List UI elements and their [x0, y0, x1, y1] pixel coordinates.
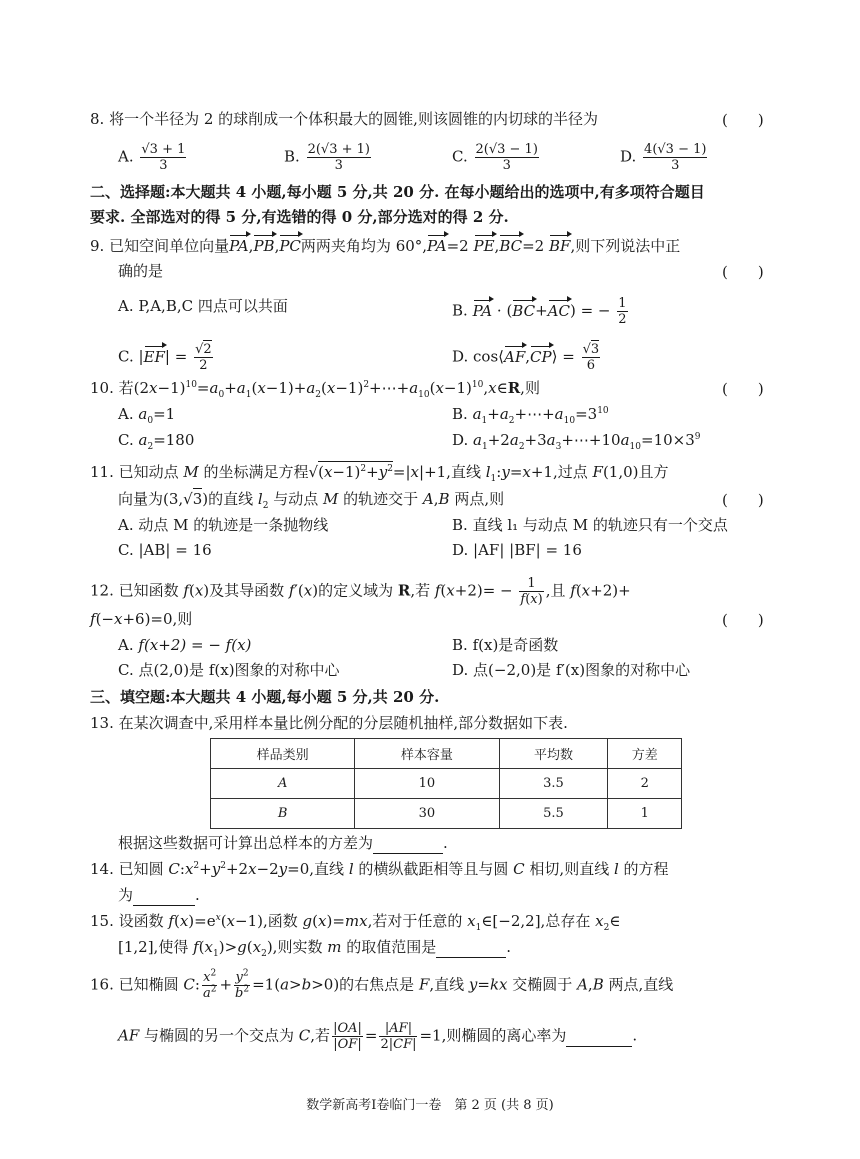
q10-option-a: A. $a_0=1$ — [118, 405, 176, 426]
q11-stem: 11. 已知动点 M 的坐标满足方程$√(x-1)^2+y^2=|x|+1$,直线 $l_1:y=x+1$,过点 F(1,0)且方 — [90, 463, 669, 484]
table-header-cell: 方差 — [608, 739, 682, 769]
section-3-heading: 三、填空题:本大题共 4 小题,每小题 5 分,共 20 分. — [90, 688, 440, 706]
table-cell: B — [211, 799, 355, 829]
stratified-sample-table — [210, 738, 682, 829]
q12-option-b: B. f(x)是奇函数 — [452, 636, 559, 654]
q11-stem-cont: 向量为(3,√3)的直线 $l_2$ 与动点 M 的轨迹交于 A,B 两点,则 — [118, 490, 505, 511]
q14-answer-blank[interactable] — [133, 885, 195, 906]
table-cell: A — [211, 769, 355, 799]
table-cell: 5.5 — [499, 799, 608, 829]
q15-answer-blank[interactable] — [436, 937, 506, 958]
q12-paren: ( ) — [722, 611, 764, 629]
q9-stem-cont: 确的是 — [118, 262, 164, 280]
q8-option-b: B. $\frac{2(√3 + 1)}{3}$ — [284, 142, 370, 173]
q11-paren: ( ) — [722, 491, 764, 509]
q13-answer-blank[interactable] — [373, 833, 443, 854]
q14-stem-cont: 为 . — [118, 886, 200, 904]
table-row — [211, 769, 682, 799]
table-cell: 2 — [608, 769, 682, 799]
q8-paren: ( ) — [722, 111, 764, 129]
q10-stem: 10. 若$(2x-1)^{10}=a_0+a_1(x-1)+a_2(x-1)^2+\cdots+a_{10}(x-1)^{10},x\in R$,则 — [90, 379, 540, 400]
q10-paren: ( ) — [722, 380, 764, 398]
table-cell: 1 — [608, 799, 682, 829]
q11-option-b: B. 直线 l₁ 与动点 M 的轨迹只有一个交点 — [452, 516, 728, 534]
q12-stem: 12. 已知函数 f(x)及其导函数 f′(x)的定义域为 R,若 f(x+2)= − $\frac{1}{f(x)}$ ,且 f(x+2)+ — [90, 576, 631, 607]
q9-paren: ( ) — [722, 263, 764, 281]
q9-stem: 9. 已知空间单位向量PA,PB,PC两两夹角均为 60°,PA=2 PE,BC=2 BF,则下列说法中正 — [90, 237, 681, 255]
q9-option-d: D. cos⟨AF,CP⟩ = $\frac{√3}{6}$ — [452, 342, 600, 373]
table-header-row — [211, 739, 682, 769]
table-cell: 10 — [355, 769, 499, 799]
q14-stem: 14. 已知圆 $C:x^2+y^2+2x-2y=0$,直线 l 的横纵截距相等且与圆 C 相切,则直线 l 的方程 — [90, 860, 669, 878]
q8-option-a: A. $\frac{√3 + 1}{3}$ — [118, 142, 186, 173]
q11-option-c: C. |AB| = 16 — [118, 541, 212, 559]
q9-option-a: A. P,A,B,C 四点可以共面 — [118, 297, 288, 315]
table-header-cell: 样本容量 — [355, 739, 499, 769]
q15-stem: 15. 设函数 $f(x)=e^x(x-1)$,函数 g(x)=mx,若对于任意的 $x_1\in[-2,2]$,总存在 $x_2\in$ — [90, 912, 621, 933]
table-cell: 30 — [355, 799, 499, 829]
table-header-cell: 平均数 — [499, 739, 608, 769]
q10-option-c: C. $a_2=180$ — [118, 431, 195, 452]
q12-stem-cont: f(−x+6)=0,则 — [90, 610, 193, 628]
q10-option-d: D. $a_1+2a_2+3a_3+\cdots+10a_{10}=10\times 3^9$ — [452, 431, 701, 452]
table-cell: 3.5 — [499, 769, 608, 799]
q12-option-d: D. 点(−2,0)是 f′(x)图象的对称中心 — [452, 661, 691, 679]
q12-option-a: A. f(x+2) = − f(x) — [118, 636, 252, 654]
table-header-cell: 样品类别 — [211, 739, 355, 769]
q16-stem: 16. 已知椭圆 C: $\frac{x^2}{a^2}$ + $\frac{y^2}{b^2}$ =1(a>b>0)的右焦点是 F,直线 y=kx 交椭圆于 A,B 两点,直线 — [90, 968, 674, 1001]
q9-option-b: B. PA · (BC+AC) = − $\frac{1}{2}$ — [452, 296, 627, 327]
q13-stem: 13. 在某次调查中,采用样本量比例分配的分层随机抽样,部分数据如下表. — [90, 714, 568, 732]
q8-option-d: D. $\frac{4(√3 - 1)}{3}$ — [620, 142, 707, 173]
q9-option-c: C. |EF| = $\frac{√2}{2}$ — [118, 342, 212, 373]
q8-option-c: C. $\frac{2(√3 - 1)}{3}$ — [452, 142, 538, 173]
q16-answer-blank[interactable] — [566, 1026, 632, 1047]
section-2-heading-cont: 要求. 全部选对的得 5 分,有选错的得 0 分,部分选对的得 2 分. — [90, 208, 509, 226]
q11-option-d: D. |AF| |BF| = 16 — [452, 541, 582, 559]
q12-option-c: C. 点(2,0)是 f(x)图象的对称中心 — [118, 661, 340, 679]
q8-stem: 8. 将一个半径为 2 的球削成一个体积最大的圆锥,则该圆锥的内切球的半径为 — [90, 110, 598, 128]
q11-option-a: A. 动点 M 的轨迹是一条抛物线 — [118, 516, 329, 534]
table-row — [211, 799, 682, 829]
section-2-heading: 二、选择题:本大题共 4 小题,每小题 5 分,共 20 分. 在每小题给出的选项中,有多项符合题目 — [90, 183, 705, 201]
page-footer: 数学新高考Ⅰ卷临门一卷 第 2 页 (共 8 页) — [306, 1098, 554, 1113]
q10-option-b: B. $a_1+a_2+\cdots+a_{10}=3^{10}$ — [452, 405, 609, 426]
q16-stem-cont: AF 与椭圆的另一个交点为 C,若 $\frac{|OA|}{|OF|}$ = $\frac{|AF|}{2|CF|}$ =1,则椭圆的离心率为 . — [118, 1021, 638, 1052]
q13-after: 根据这些数据可计算出总样本的方差为 . — [118, 834, 448, 852]
q15-stem-cont: [1,2],使得 $f(x_1)>g(x_2)$,则实数 m 的取值范围是 . — [118, 938, 512, 959]
